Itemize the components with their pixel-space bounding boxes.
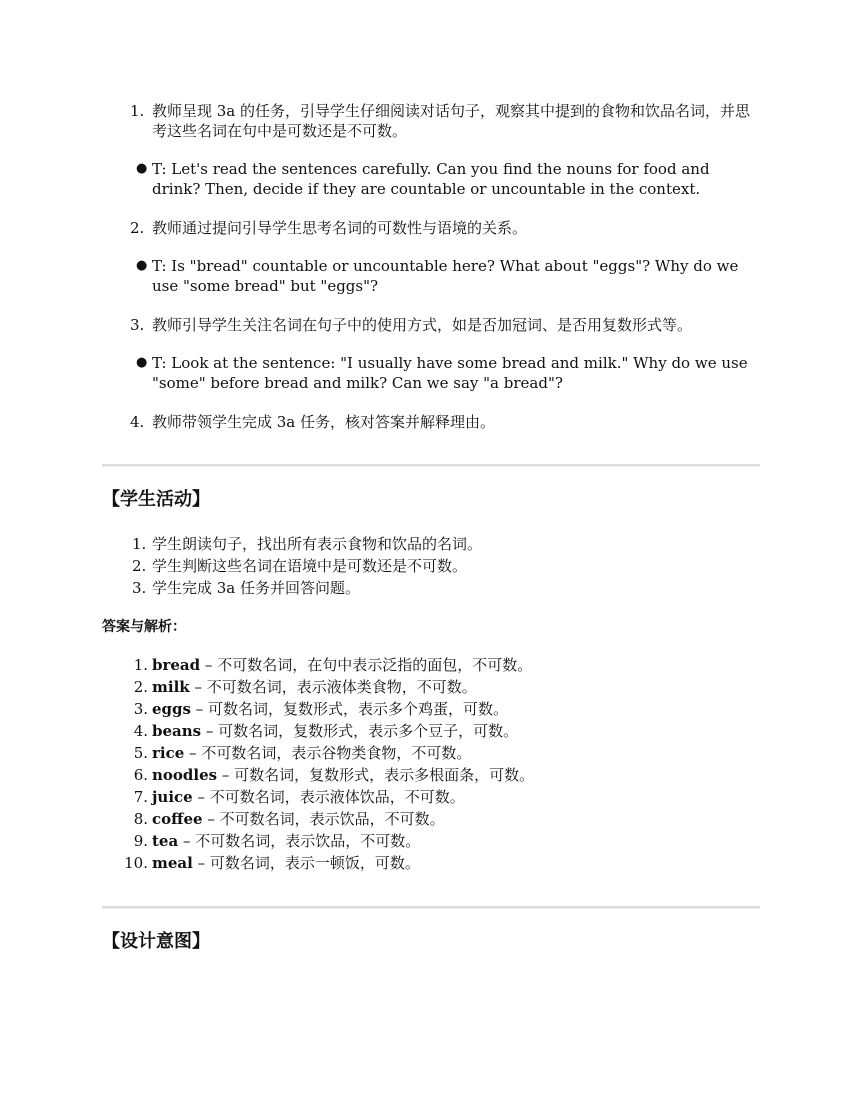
answers-list (102, 654, 760, 874)
list-item (102, 786, 760, 808)
list-item (102, 555, 760, 577)
item-text: 学生判断这些名词在语境中是可数还是不可数。 (152, 557, 468, 575)
item-number: 1. (133, 656, 148, 674)
bullet-icon: ● (136, 161, 148, 176)
list-item (102, 577, 760, 599)
step-item (102, 101, 760, 141)
answer-desc: – 不可数名词，表示饮品，不可数。 (202, 810, 445, 828)
item-number: 3. (133, 700, 148, 718)
teacher-line (102, 353, 760, 393)
item-text: 学生朗读句子，找出所有表示食物和饮品的名词。 (152, 535, 483, 553)
answer-desc: – 可数名词，复数形式，表示多个鸡蛋，可数。 (190, 700, 509, 718)
step-number: 4. (130, 413, 145, 431)
answer-word: eggs (152, 700, 191, 718)
list-item (102, 808, 760, 830)
answer-desc: – 不可数名词，表示液体类食物，不可数。 (189, 678, 477, 696)
answer-word: beans (152, 722, 202, 740)
item-number: 3. (132, 579, 147, 597)
list-item (102, 654, 760, 676)
list-item (102, 764, 760, 786)
answer-word: meal (152, 854, 193, 872)
item-number: 2. (132, 557, 147, 575)
step-item (102, 218, 760, 238)
item-number: 5. (133, 744, 148, 762)
answer-desc: – 不可数名词，表示谷物类食物，不可数。 (184, 744, 472, 762)
item-number: 1. (132, 535, 147, 553)
teaching-steps (102, 101, 760, 432)
step-number: 2. (130, 219, 145, 237)
student-activity-list (102, 533, 760, 599)
student-activity-title: 【学生活动】 (102, 489, 210, 510)
answer-word: milk (152, 678, 190, 696)
step-text: 教师带领学生完成 3a 任务，核对答案并解释理由。 (152, 413, 496, 431)
answer-word: rice (152, 744, 185, 762)
list-item (102, 852, 760, 874)
section-divider (102, 464, 760, 467)
item-number: 8. (133, 810, 148, 828)
teacher-text: T: Let's read the sentences carefully. Can you find the nouns for food and drink? Then, decide if they are countable or uncountable in the context. (152, 160, 710, 198)
answers-label: 答案与解析： (102, 619, 186, 635)
list-item (102, 830, 760, 852)
answer-desc: – 不可数名词，表示饮品，不可数。 (178, 832, 421, 850)
step-text: 教师引导学生关注名词在句子中的使用方式，如是否加冠词、是否用复数形式等。 (152, 316, 693, 334)
bullet-icon: ● (136, 258, 148, 273)
list-item (102, 698, 760, 720)
step-item (102, 315, 760, 335)
item-number: 6. (133, 766, 148, 784)
answer-desc: – 可数名词，复数形式，表示多根面条，可数。 (217, 766, 535, 784)
answer-word: bread (152, 656, 201, 674)
design-intent-title: 【设计意图】 (102, 931, 210, 952)
teacher-text: T: Look at the sentence: "I usually have some bread and milk." Why do we use "some" before bread and milk? Can we say "a bread"? (152, 354, 748, 392)
section-divider (102, 906, 760, 909)
answer-word: juice (152, 788, 193, 806)
answer-word: noodles (152, 766, 218, 784)
list-item (102, 720, 760, 742)
answer-desc: – 可数名词，表示一顿饭，可数。 (192, 854, 420, 872)
item-number: 10. (124, 854, 148, 872)
item-number: 7. (133, 788, 148, 806)
item-text: 学生完成 3a 任务并回答问题。 (152, 579, 361, 597)
list-item (102, 742, 760, 764)
list-item (102, 533, 760, 555)
step-item (102, 412, 760, 432)
list-item (102, 676, 760, 698)
answer-word: tea (152, 832, 179, 850)
teacher-text: T: Is "bread" countable or uncountable here? What about "eggs"? Why do we use "some bread" but "eggs"? (152, 257, 739, 295)
teacher-line (102, 256, 760, 296)
step-text: 教师通过提问引导学生思考名词的可数性与语境的关系。 (152, 219, 528, 237)
item-number: 4. (133, 722, 148, 740)
bullet-icon: ● (136, 355, 148, 370)
item-number: 9. (133, 832, 148, 850)
teacher-line (102, 159, 760, 199)
answer-desc: – 不可数名词，表示液体饮品，不可数。 (192, 788, 465, 806)
step-text: 教师呈现 3a 的任务，引导学生仔细阅读对话句子，观察其中提到的食物和饮品名词，并思考这些名词在句中是可数还是不可数。 (152, 102, 751, 140)
step-number: 1. (130, 102, 145, 120)
item-number: 2. (133, 678, 148, 696)
answer-desc: – 不可数名词，在句中表示泛指的面包，不可数。 (200, 656, 533, 674)
step-number: 3. (130, 316, 145, 334)
answer-desc: – 可数名词，复数形式，表示多个豆子，可数。 (201, 722, 519, 740)
answer-word: coffee (152, 810, 203, 828)
